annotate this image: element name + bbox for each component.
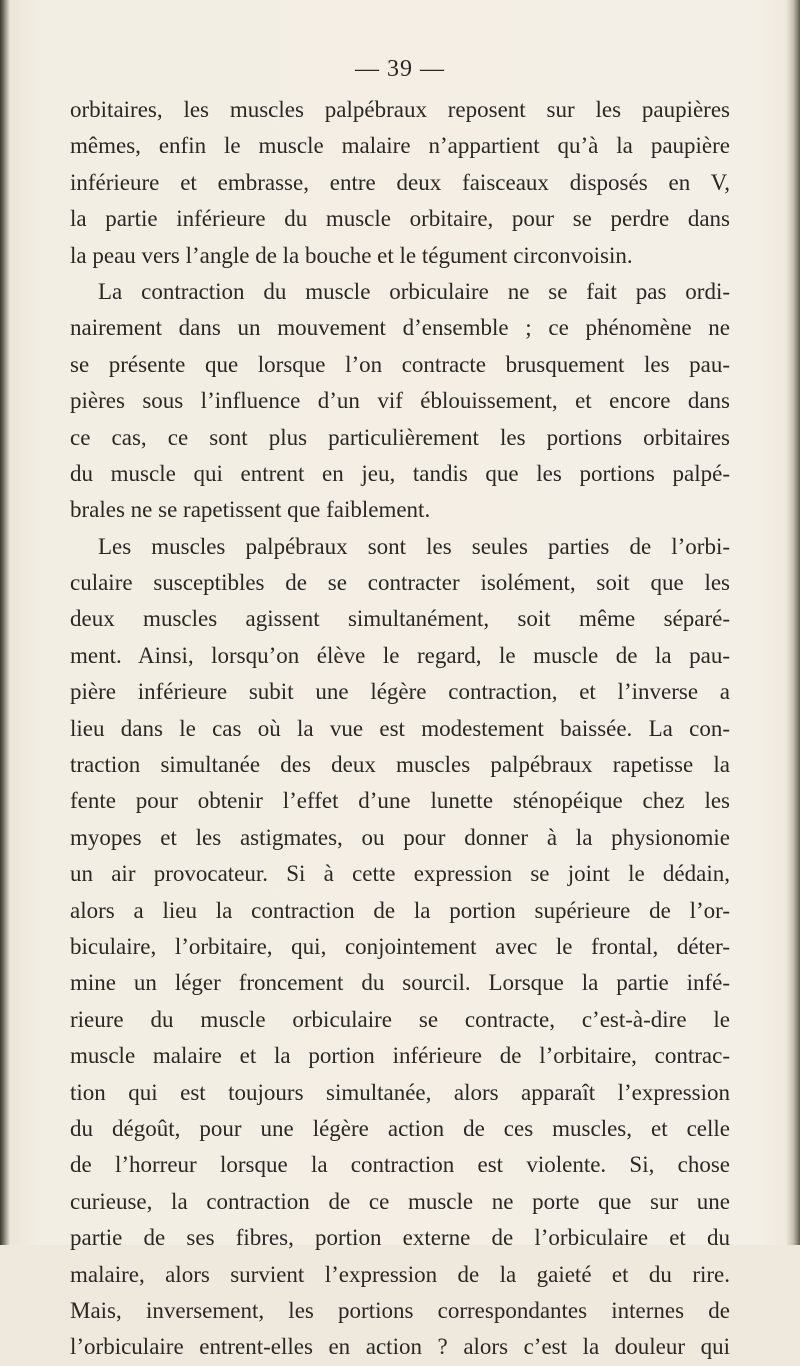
text-line: la partie inférieure du muscle orbitaire, pour se perdre dans <box>70 206 730 232</box>
text-line: myopes et les astigmates, ou pour donner à la physionomie <box>70 824 730 850</box>
text-line: pières sous l’influence d’un vif éblouissement, et encore dans <box>70 388 730 414</box>
page-number: — 39 — <box>355 56 445 82</box>
text-line: orbitaires, les muscles palpébraux reposent sur les paupières <box>70 97 730 122</box>
body-text <box>70 92 730 1366</box>
text-line: mêmes, enfin le muscle malaire n’appartient qu’à la paupière <box>70 133 730 159</box>
text-line: tion qui est toujours simultanée, alors apparaît l’expression <box>70 1079 730 1105</box>
text-line: de l’horreur lorsque la contraction est violente. Si, chose <box>70 1152 730 1178</box>
text-line: traction simultanée des deux muscles palpébraux rapetisse la <box>70 752 730 778</box>
text-line: muscle malaire et la portion inférieure de l’orbitaire, contrac- <box>70 1043 730 1069</box>
text-line: La contraction du muscle orbiculaire ne se fait pas ordi- <box>98 278 730 304</box>
text-line: curieuse, la contraction de ce muscle ne porte que sur une <box>70 1188 730 1214</box>
text-line: Mais, inversement, les portions correspondantes internes de <box>70 1297 730 1323</box>
text-line: biculaire, l’orbitaire, qui, conjointement avec le frontal, déter- <box>70 933 730 959</box>
text-line: l’orbiculaire entrent-elles en action ? alors c’est la douleur qui <box>70 1334 730 1360</box>
page-left-edge <box>0 0 10 1245</box>
text-line: pière inférieure subit une légère contraction, et l’inverse a <box>70 679 730 705</box>
text-line: partie de ses fibres, portion externe de l’orbiculaire et du <box>70 1225 730 1251</box>
text-line: deux muscles agissent simultanément, soit même séparé- <box>70 606 730 632</box>
text-line: fente pour obtenir l’effet d’une lunette sténopéique chez les <box>70 788 730 814</box>
text-line: se présente que lorsque l’on contracte brusquement les pau- <box>70 351 730 377</box>
text-line: rieure du muscle orbiculaire se contracte, c’est-à-dire le <box>70 1006 730 1032</box>
text-line: malaire, alors survient l’expression de la gaieté et du rire. <box>70 1261 730 1287</box>
text-line: la peau vers l’angle de la bouche et le tégument circonvoisin. <box>70 242 633 268</box>
text-line: culaire susceptibles de se contracter isolément, soit que les <box>70 570 730 596</box>
text-line: lieu dans le cas où la vue est modestement baissée. La con- <box>70 715 730 741</box>
text-line: mine un léger froncement du sourcil. Lorsque la partie infé- <box>70 970 730 996</box>
text-line: alors a lieu la contraction de la portion supérieure de l’or- <box>70 897 730 923</box>
text-line: nairement dans un mouvement d’ensemble ; ce phénomène ne <box>70 315 730 341</box>
text-line: du muscle qui entrent en jeu, tandis que les portions palpé- <box>70 460 730 486</box>
text-line: ment. Ainsi, lorsqu’on élève le regard, le muscle de la pau- <box>70 642 730 668</box>
page-right-edge <box>786 0 800 1245</box>
text-line: brales ne se rapetissent que faiblement. <box>70 497 431 523</box>
text-line: un air provocateur. Si à cette expression se joint le dédain, <box>70 861 730 887</box>
text-line: inférieure et embrasse, entre deux faisceaux disposés en V, <box>70 169 730 195</box>
text-line: ce cas, ce sont plus particulièrement les portions orbitaires <box>70 424 730 450</box>
text-line: du dégoût, pour une légère action de ces muscles, et celle <box>70 1115 730 1141</box>
text-line: Les muscles palpébraux sont les seules parties de l’orbi- <box>98 533 730 559</box>
